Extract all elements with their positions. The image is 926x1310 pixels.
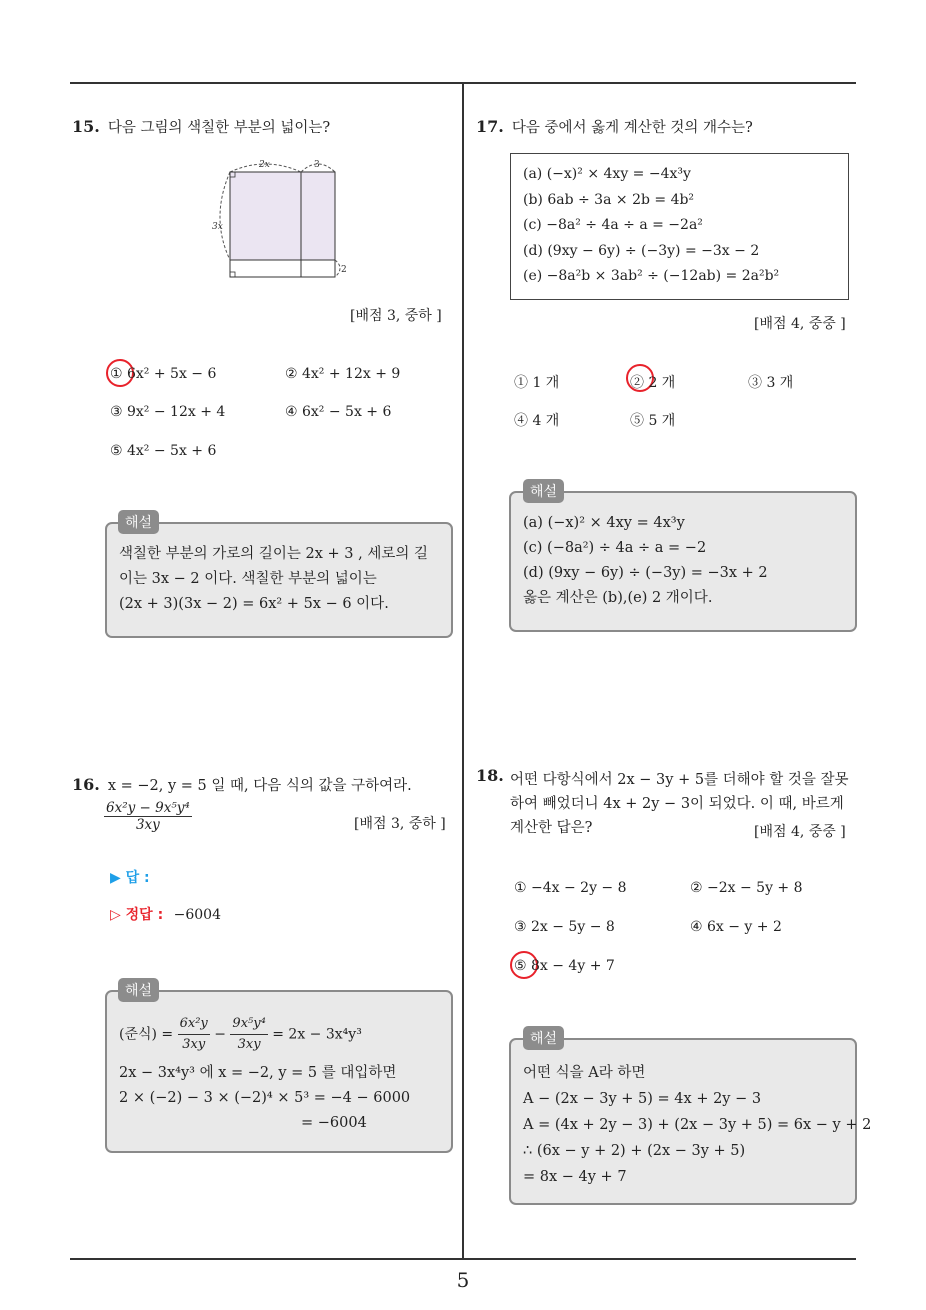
q16-explanation-box xyxy=(105,990,453,1153)
q18-exp-line-4: ∴ (6x − y + 2) + (2x − 3y + 5) xyxy=(523,1143,746,1159)
column-divider xyxy=(462,83,464,1259)
fig-label-2x: 2x xyxy=(259,160,270,170)
q17-meta: [배점 4, 중중 ] xyxy=(754,316,846,332)
q15-explanation-tag: 해설 xyxy=(118,510,159,534)
q17-exp-line-4: 옳은 계산은 (b),(e) 2 개이다. xyxy=(523,590,713,606)
q18-choice-5[interactable]: ⑤ 8x − 4y + 7 xyxy=(514,958,615,974)
q17-item-e: (e) −8a²b × 3ab² ÷ (−12ab) = 2a²b² xyxy=(523,268,780,284)
q18-title xyxy=(476,766,512,785)
q16-exp-f2-num: 9x⁵y⁴ xyxy=(230,1014,267,1035)
q15-number: 15. xyxy=(72,117,100,136)
q18-choice-3[interactable]: ③ 2x − 5y − 8 xyxy=(514,919,615,935)
q18-explanation-tag: 해설 xyxy=(523,1026,564,1050)
q15-choice-5[interactable]: ⑤ 4x² − 5x + 6 xyxy=(110,443,217,459)
q16-title xyxy=(72,774,412,795)
q17-exp-line-1: (a) (−x)² × 4xy = 4x³y xyxy=(523,515,685,531)
q17-choice-4[interactable]: ④ 4 개 xyxy=(514,413,560,429)
q17-choice-2[interactable]: ② 2 개 xyxy=(630,375,676,391)
q17-text: 다음 중에서 옳게 계산한 것의 개수는? xyxy=(511,120,753,136)
q18-text-line-3: 계산한 답은? xyxy=(510,820,593,836)
shaded-region xyxy=(230,172,335,260)
q18-number: 18. xyxy=(476,766,504,785)
q17-item-a: (a) (−x)² × 4xy = −4x³y xyxy=(523,166,691,182)
q16-exp-line-1: 2x − 3x⁴y³ 에 x = −2, y = 5 를 대입하면 xyxy=(119,1065,397,1081)
q15-choice-2[interactable]: ② 4x² + 12x + 9 xyxy=(285,366,401,382)
fig-label-3: 3 xyxy=(314,160,320,170)
q16-correct-row xyxy=(110,904,221,924)
q15-explanation-box xyxy=(105,522,453,638)
q16-exp-formula xyxy=(119,1014,439,1055)
q18-exp-line-1: 어떤 식을 A라 하면 xyxy=(523,1065,646,1081)
q16-exp-line-3: = −6004 xyxy=(301,1115,367,1131)
q16-exp-f1-den: 3xy xyxy=(182,1037,206,1052)
page-number: 5 xyxy=(456,1268,470,1292)
q17-exp-line-2: (c) (−8a²) ÷ 4a ÷ a = −2 xyxy=(523,540,707,556)
q18-exp-line-3: A = (4x + 2y − 3) + (2x − 3y + 5) = 6x − y + 2 xyxy=(523,1117,872,1133)
q18-meta: [배점 4, 중중 ] xyxy=(754,824,846,840)
q15-figure xyxy=(205,152,355,282)
q16-exp-f2-den: 3xy xyxy=(237,1037,261,1052)
q15-text: 다음 그림의 색칠한 부분의 넓이는? xyxy=(107,120,331,136)
q16-exp-result: = 2x − 3x⁴y³ xyxy=(272,1026,362,1043)
q17-problem-box xyxy=(510,153,849,300)
q17-choice-1[interactable]: ① 1 개 xyxy=(514,375,560,391)
q15-exp-line-2: 이는 3x − 2 이다. 색칠한 부분의 넓이는 xyxy=(119,571,377,587)
right-brace xyxy=(335,260,340,277)
q17-number: 17. xyxy=(476,117,504,136)
q15-exp-line-1: 색칠한 부분의 가로의 길이는 2x + 3 , 세로의 길 xyxy=(119,546,428,562)
q18-choice-4[interactable]: ④ 6x − y + 2 xyxy=(690,919,782,935)
q16-frac-denominator: 3xy xyxy=(135,817,160,833)
q15-meta: [배점 3, 중하 ] xyxy=(350,308,442,324)
q16-correct-value: −6004 xyxy=(173,907,221,923)
q17-explanation-tag: 해설 xyxy=(523,479,564,503)
q17-item-b: (b) 6ab ÷ 3a × 2b = 4b² xyxy=(523,191,695,208)
q15-choice-1[interactable]: ① 6x² + 5x − 6 xyxy=(110,366,217,382)
q17-choice-5[interactable]: ⑤ 5 개 xyxy=(630,413,676,429)
q17-choice-3[interactable]: ③ 3 개 xyxy=(748,375,794,391)
q18-exp-line-2: A − (2x − 3y + 5) = 4x + 2y − 3 xyxy=(523,1091,762,1107)
q18-text-line-2: 하여 빼었더니 4x + 2y − 3이 되었다. 이 때, 바르게 xyxy=(510,796,844,812)
q17-item-c: (c) −8a² ÷ 4a ÷ a = −2a² xyxy=(523,217,703,233)
q17-item-d: (d) (9xy − 6y) ÷ (−3y) = −3x − 2 xyxy=(523,242,760,259)
q17-explanation-box xyxy=(509,491,857,632)
q17-title xyxy=(476,116,753,137)
q16-text: x = −2, y = 5 일 때, 다음 식의 값을 구하여라. xyxy=(107,778,412,794)
q18-text-line-1: 어떤 다항식에서 2x − 3y + 5를 더해야 할 것을 잘못 xyxy=(510,772,849,788)
q16-number: 16. xyxy=(72,775,100,794)
q18-choice-1[interactable]: ① −4x − 2y − 8 xyxy=(514,880,627,896)
q16-exp-minus: − xyxy=(214,1026,226,1043)
q16-expression xyxy=(104,800,192,833)
q16-correct-label: ▷ 정답 : xyxy=(110,907,164,923)
q16-exp-prefix: (준식) = xyxy=(119,1026,174,1043)
q18-explanation-box xyxy=(509,1038,872,1205)
q16-answer-label: ▶ 답 : xyxy=(110,870,150,886)
q15-choice-4[interactable]: ④ 6x² − 5x + 6 xyxy=(285,404,392,420)
fig-label-2: 2 xyxy=(341,265,347,275)
q15-choice-3[interactable]: ③ 9x² − 12x + 4 xyxy=(110,404,226,420)
q18-choice-2[interactable]: ② −2x − 5y + 8 xyxy=(690,880,803,896)
q16-explanation-tag: 해설 xyxy=(118,978,159,1002)
q16-exp-f1-num: 6x²y xyxy=(178,1014,210,1035)
q18-exp-line-5: = 8x − 4y + 7 xyxy=(523,1169,627,1185)
q16-frac-numerator: 6x²y − 9x⁵y⁴ xyxy=(106,800,190,816)
q16-meta: [배점 3, 중하 ] xyxy=(354,816,446,832)
bottom-rule xyxy=(70,1258,856,1260)
q15-title xyxy=(72,116,330,137)
side-brace xyxy=(220,172,230,260)
unshaded-strip xyxy=(230,260,335,277)
q17-exp-line-3: (d) (9xy − 6y) ÷ (−3y) = −3x + 2 xyxy=(523,565,768,581)
q16-exp-line-2: 2 × (−2) − 3 × (−2)⁴ × 5³ = −4 − 6000 xyxy=(119,1090,411,1106)
q15-exp-line-3: (2x + 3)(3x − 2) = 6x² + 5x − 6 이다. xyxy=(119,596,389,612)
fig-label-3x: 3x xyxy=(212,222,223,232)
